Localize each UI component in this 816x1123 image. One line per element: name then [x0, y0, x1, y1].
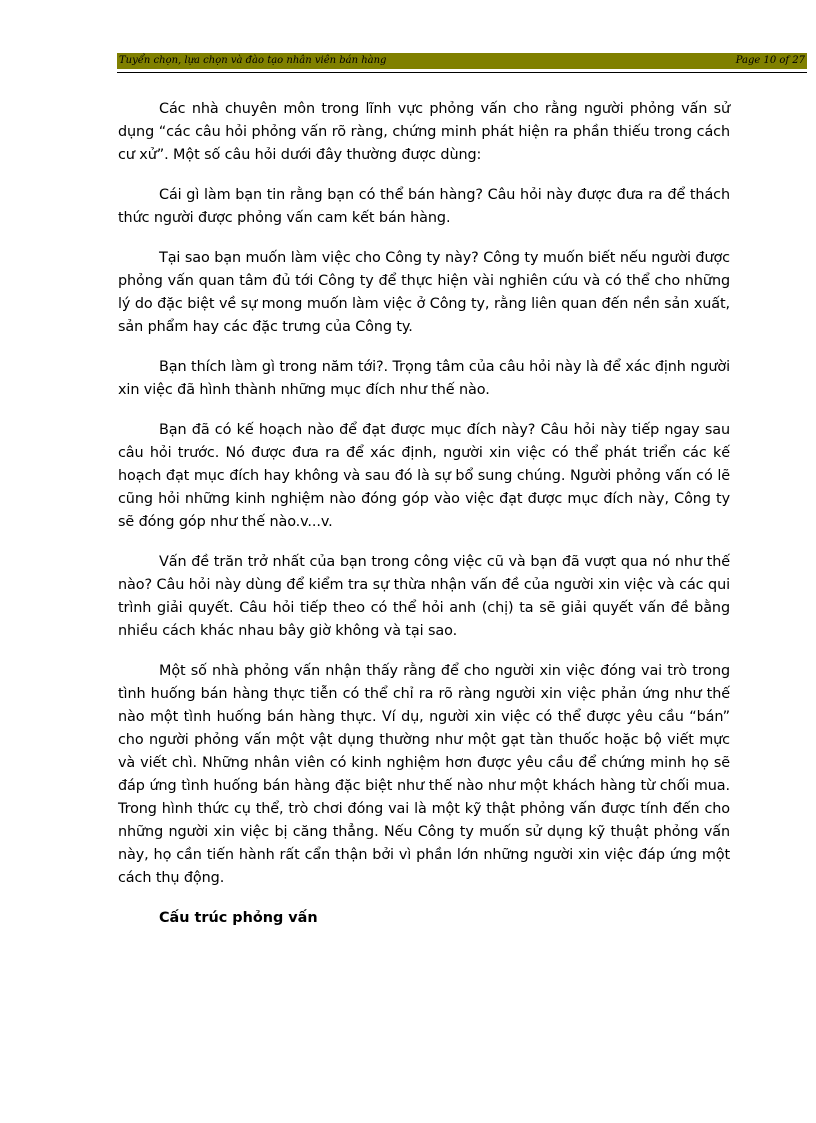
document-body [118, 98, 730, 930]
paragraph-intro: Các nhà chuyên môn trong lĩnh vực phỏng vấn cho rằng người phỏng vấn sử dụng “các câu hỏi phỏng vấn rõ ràng, chứng minh phát hiện ra phần thiếu trong cách cư xử”. Một số câu hỏi dưới đây thường được dùng: [118, 101, 730, 163]
paragraph-question-sell: Cái gì làm bạn tin rằng bạn có thể bán hàng? Câu hỏi này được đưa ra để thách thức người được phỏng vấn cam kết bán hàng. [118, 187, 730, 226]
page-number: Page 10 of 27 [735, 55, 805, 66]
paragraph-question-next-year: Bạn thích làm gì trong năm tới?. Trọng tâm của câu hỏi này là để xác định người xin việc đã hình thành những mục đích như thế nào. [118, 359, 730, 398]
paragraph-role-play: Một số nhà phỏng vấn nhận thấy rằng để cho người xin việc đóng vai trò trong tình huống bán hàng thực tiễn có thể chỉ ra rõ ràng người xin việc phản ứng như thế nào một tình huống bán hàng thực. Ví dụ, người xin việc có thể được yêu cầu “bán” cho người phỏng vấn một vật dụng thường như một gạt tàn thuốc hoặc bộ viết mực và viết chì. Những nhân viên có kinh nghiệm hơn được yêu cầu để chứng minh họ sẽ đáp ứng tình huống bán hàng đặc biệt như thế nào như một khách hàng từ chối mua. Trong hình thức cụ thể, trò chơi đóng vai là một kỹ thật phỏng vấn được tính đến cho những người xin việc bị căng thẳng. Nếu Công ty muốn sử dụng kỹ thuật phỏng vấn này, họ cần tiến hành rất cẩn thận bởi vì phần lớn những người xin việc đáp ứng một cách thụ động. [118, 663, 730, 886]
paragraph-question-company: Tại sao bạn muốn làm việc cho Công ty này? Công ty muốn biết nếu người được phỏng vấn quan tâm đủ tới Công ty để thực hiện vài nghiên cứu và có thể cho những lý do đặc biệt về sự mong muốn làm việc ở Công ty, rằng liên quan đến nền sản xuất, sản phẩm hay các đặc trưng của Công ty. [118, 250, 730, 335]
header-divider [117, 72, 807, 73]
paragraph-question-problem: Vấn đề trăn trở nhất của bạn trong công việc cũ và bạn đã vượt qua nó như thế nào? Câu hỏi này dùng để kiểm tra sự thừa nhận vấn đề của người xin việc và các qui trình giải quyết. Câu hỏi tiếp theo có thể hỏi anh (chị) ta sẽ giải quyết vấn đề bằng nhiều cách khác nhau bây giờ không và tại sao. [118, 554, 730, 639]
section-heading: Cấu trúc phỏng vấn [159, 910, 318, 926]
header-title: Tuyển chọn, lựa chọn và đào tạo nhân viên bán hàng [119, 55, 387, 66]
paragraph-question-plan: Bạn đã có kế hoạch nào để đạt được mục đích này? Câu hỏi này tiếp ngay sau câu hỏi trước. Nó được đưa ra để xác định, người xin việc có thể phát triển các kế hoạch đạt mục đích hay không và sau đó là sự bổ sung chúng. Người phỏng vấn có lẽ cũng hỏi những kinh nghiệm nào đóng góp vào việc đạt được mục đích này, Công ty sẽ đóng góp như thế nào.v...v. [118, 422, 730, 530]
